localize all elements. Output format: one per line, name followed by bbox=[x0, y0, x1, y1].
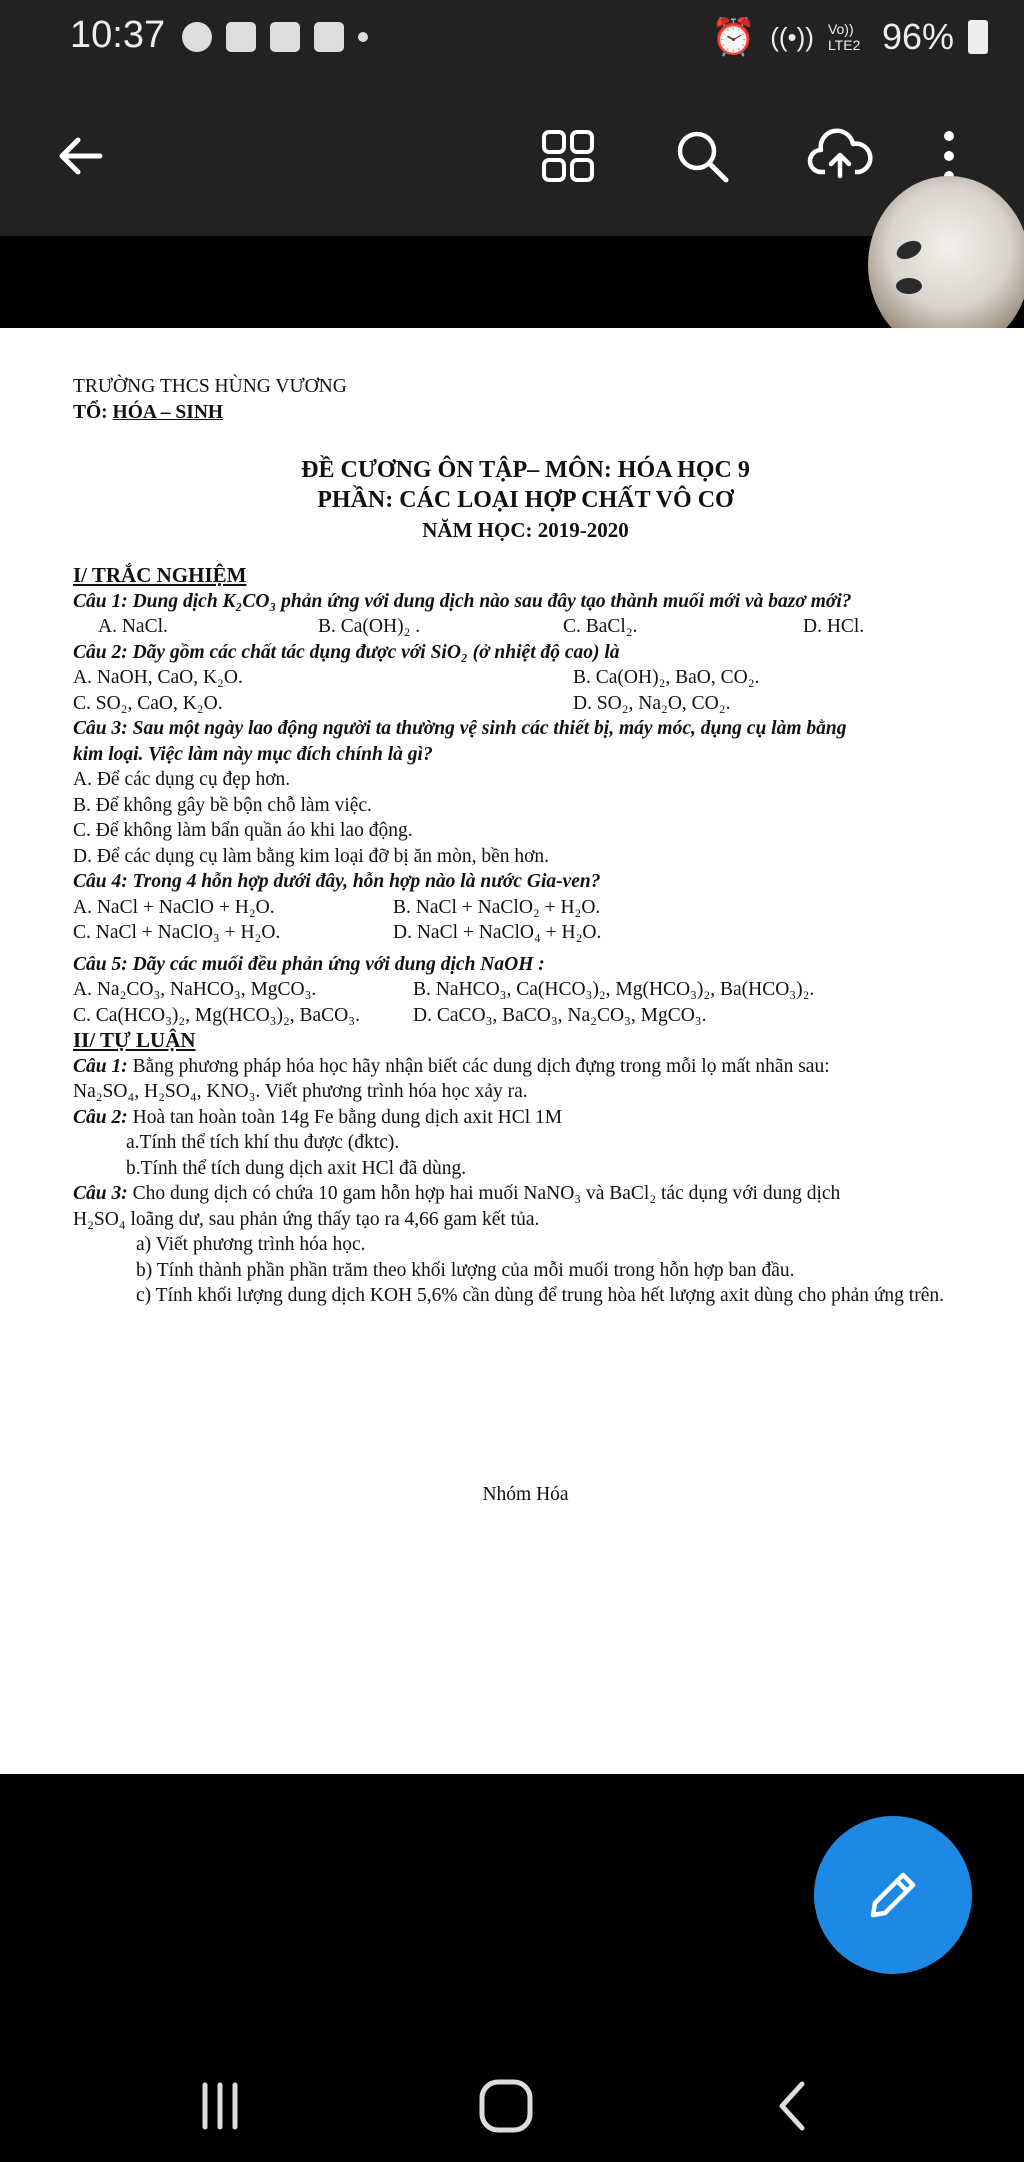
option: D. NaCl + NaClO₄ + H₂O. bbox=[393, 922, 602, 943]
battery-icon bbox=[968, 20, 988, 54]
problem-label: Câu 1: bbox=[73, 1055, 128, 1077]
problem-3-a: a) Viết phương trình hóa học. bbox=[136, 1234, 366, 1255]
alarm-icon: ⏰ bbox=[711, 16, 757, 57]
option: C. Ca(HCO₃)₂, Mg(HCO₃)₂, BaCO₃. bbox=[73, 1004, 360, 1026]
search-button[interactable] bbox=[664, 118, 740, 194]
pencil-icon bbox=[861, 1863, 925, 1927]
section-2-heading: II/ TỰ LUẬN bbox=[73, 1028, 196, 1052]
status-bar bbox=[0, 0, 1024, 78]
option: A. NaOH, CaO, K₂O. bbox=[73, 667, 243, 688]
problem-2-line-1 bbox=[73, 1105, 978, 1131]
option: B. Ca(OH)₂, BaO, CO₂. bbox=[573, 667, 760, 688]
facebook-icon bbox=[314, 22, 344, 52]
problem-3-line-2: H₂SO₄ loãng dư, sau phản ứng thấy tạo ra 4,66 gam kết tủa. bbox=[73, 1208, 540, 1230]
option: D. SO₂, Na₂O, CO₂. bbox=[573, 692, 731, 714]
upload-button[interactable] bbox=[802, 118, 878, 194]
section-1-heading: I/ TRẮC NGHIỆM bbox=[73, 563, 247, 587]
option: B. NaCl + NaClO₂ + H₂O. bbox=[393, 896, 601, 918]
recents-button[interactable] bbox=[180, 2076, 260, 2136]
problem-text: Cho dung dịch có chứa 10 gam hỗn hợp hai muối NaNO₃ và BaCl₂ tác dụng với dung dịch bbox=[127, 1183, 841, 1204]
status-time: 10:37 bbox=[70, 14, 166, 56]
status-right bbox=[711, 16, 988, 58]
grid-view-button[interactable] bbox=[530, 118, 606, 194]
option: C. SO₂, CaO, K₂O. bbox=[73, 692, 223, 714]
problem-3-c: c) Tính khối lượng dung dịch KOH 5,6% cần dùng để trung hòa hết lượng axit dùng cho phản ứng trên. bbox=[136, 1285, 944, 1306]
problem-3-b: b) Tính thành phần phần trăm theo khối lượng của mỗi muối trong hỗn hợp ban đầu. bbox=[136, 1259, 795, 1281]
recents-icon bbox=[195, 2081, 245, 2131]
question-5: Câu 5: Dãy các muối đều phản ứng với dung dịch NaOH : bbox=[73, 953, 545, 975]
wifi-icon: ((•)) bbox=[770, 21, 814, 52]
dept-prefix: TỔ: bbox=[73, 401, 113, 423]
signal-label: Vo)) LTE2 bbox=[827, 21, 861, 53]
question-4: Câu 4: Trong 4 hỗn hợp dưới đây, hỗn hợp nào là nước Gia-ven? bbox=[73, 871, 601, 892]
doc-title-1: ĐỀ CƯƠNG ÔN TẬP– MÔN: HÓA HỌC 9 bbox=[301, 457, 750, 483]
question-3-line-1: Câu 3: Sau một ngày lao động người ta thường vệ sinh các thiết bị, máy móc, dụng cụ làm bằng bbox=[73, 718, 847, 739]
option: C. Để không làm bẩn quần áo khi lao động. bbox=[73, 820, 413, 841]
system-nav-bar bbox=[0, 2040, 1024, 2162]
back-icon bbox=[772, 2078, 812, 2134]
option: D. CaCO₃, BaCO₃, Na₂CO₃, MgCO₃. bbox=[413, 1004, 707, 1026]
option: D. HCl. bbox=[803, 616, 865, 637]
department-line bbox=[73, 400, 978, 426]
search-icon bbox=[672, 126, 732, 186]
problem-1-line-2: Na₂SO₄, H₂SO₄, KNO₃. Viết phương trình hóa học xảy ra. bbox=[73, 1081, 528, 1102]
doc-title-2: PHẦN: CÁC LOẠI HỢP CHẤT VÔ CƠ bbox=[317, 487, 734, 513]
option: B. Ca(OH)₂ . bbox=[318, 616, 421, 637]
question-2-options-row2 bbox=[73, 691, 978, 717]
problem-label: Câu 3: bbox=[73, 1183, 128, 1204]
problem-3-line-1 bbox=[73, 1181, 978, 1207]
option: A. Na₂CO₃, NaHCO₃, MgCO₃. bbox=[73, 979, 317, 1000]
document-content bbox=[73, 374, 978, 1505]
dept-name: HÓA – SINH bbox=[112, 401, 224, 423]
problem-2-b: b.Tính thể tích dung dịch axit HCl đã dùng. bbox=[126, 1157, 467, 1179]
cloud-upload-icon bbox=[807, 126, 873, 186]
back-nav-button[interactable] bbox=[752, 2076, 832, 2136]
question-2-options-row1 bbox=[73, 665, 978, 691]
question-4-options-row1 bbox=[73, 895, 978, 921]
home-icon bbox=[478, 2078, 534, 2134]
option: C. BaCl₂. bbox=[563, 616, 638, 637]
arrow-left-icon bbox=[52, 128, 108, 184]
battery-text: 96% bbox=[881, 16, 954, 57]
home-button[interactable] bbox=[466, 2076, 546, 2136]
back-button[interactable] bbox=[42, 118, 118, 194]
chat-icon bbox=[226, 22, 256, 52]
messenger-icon bbox=[182, 22, 212, 52]
problem-text: Hoà tan hoàn toàn 14g Fe bằng dung dịch axit HCl 1M bbox=[127, 1106, 563, 1128]
option: C. NaCl + NaClO₃ + H₂O. bbox=[73, 922, 281, 943]
avatar-eye bbox=[896, 278, 922, 294]
dot-icon bbox=[358, 32, 368, 42]
question-1-options bbox=[73, 614, 978, 640]
signature: Nhóm Hóa bbox=[482, 1484, 569, 1505]
option: B. Để không gây bề bộn chỗ làm việc. bbox=[73, 794, 372, 816]
question-2: Câu 2: Dãy gồm các chất tác dụng được với SiO₂ (ở nhiệt độ cao) là bbox=[73, 641, 620, 663]
grid-icon bbox=[538, 126, 598, 186]
app-toolbar bbox=[0, 78, 1024, 236]
option: D. Để các dụng cụ làm bằng kim loại đỡ bị ăn mòn, bền hơn. bbox=[73, 845, 550, 867]
question-5-options-row1 bbox=[73, 977, 978, 1003]
question-5-options-row2 bbox=[73, 1003, 978, 1029]
question-3-line-2: kim loại. Việc làm này mục đích chính là gì? bbox=[73, 743, 433, 765]
edit-fab[interactable] bbox=[814, 1816, 972, 1974]
option: B. NaHCO₃, Ca(HCO₃)₂, Mg(HCO₃)₂, Ba(HCO₃)₂. bbox=[413, 979, 815, 1000]
option: A. NaCl. bbox=[98, 616, 168, 637]
notification-icons bbox=[182, 22, 368, 52]
zalo-icon bbox=[270, 22, 300, 52]
doc-title-3: NĂM HỌC: 2019-2020 bbox=[422, 518, 629, 542]
question-1: Câu 1: Dung dịch K₂CO₃ phản ứng với dung dịch nào sau đây tạo thành muối mới và bazơ mới? bbox=[73, 590, 852, 612]
problem-1-line-1 bbox=[73, 1054, 978, 1080]
document-page bbox=[0, 328, 1024, 1774]
school-name: TRƯỜNG THCS HÙNG VƯƠNG bbox=[73, 376, 347, 397]
option: A. NaCl + NaClO + H₂O. bbox=[73, 896, 275, 918]
problem-text: Bằng phương pháp hóa học hãy nhận biết các dung dịch đựng trong mỗi lọ mất nhãn sau: bbox=[127, 1055, 830, 1077]
problem-label: Câu 2: bbox=[73, 1106, 128, 1128]
avatar-eye bbox=[894, 237, 924, 262]
question-4-options-row2 bbox=[73, 920, 978, 946]
problem-2-a: a.Tính thể tích khí thu được (đktc). bbox=[126, 1132, 400, 1153]
option: A. Để các dụng cụ đẹp hơn. bbox=[73, 769, 291, 790]
